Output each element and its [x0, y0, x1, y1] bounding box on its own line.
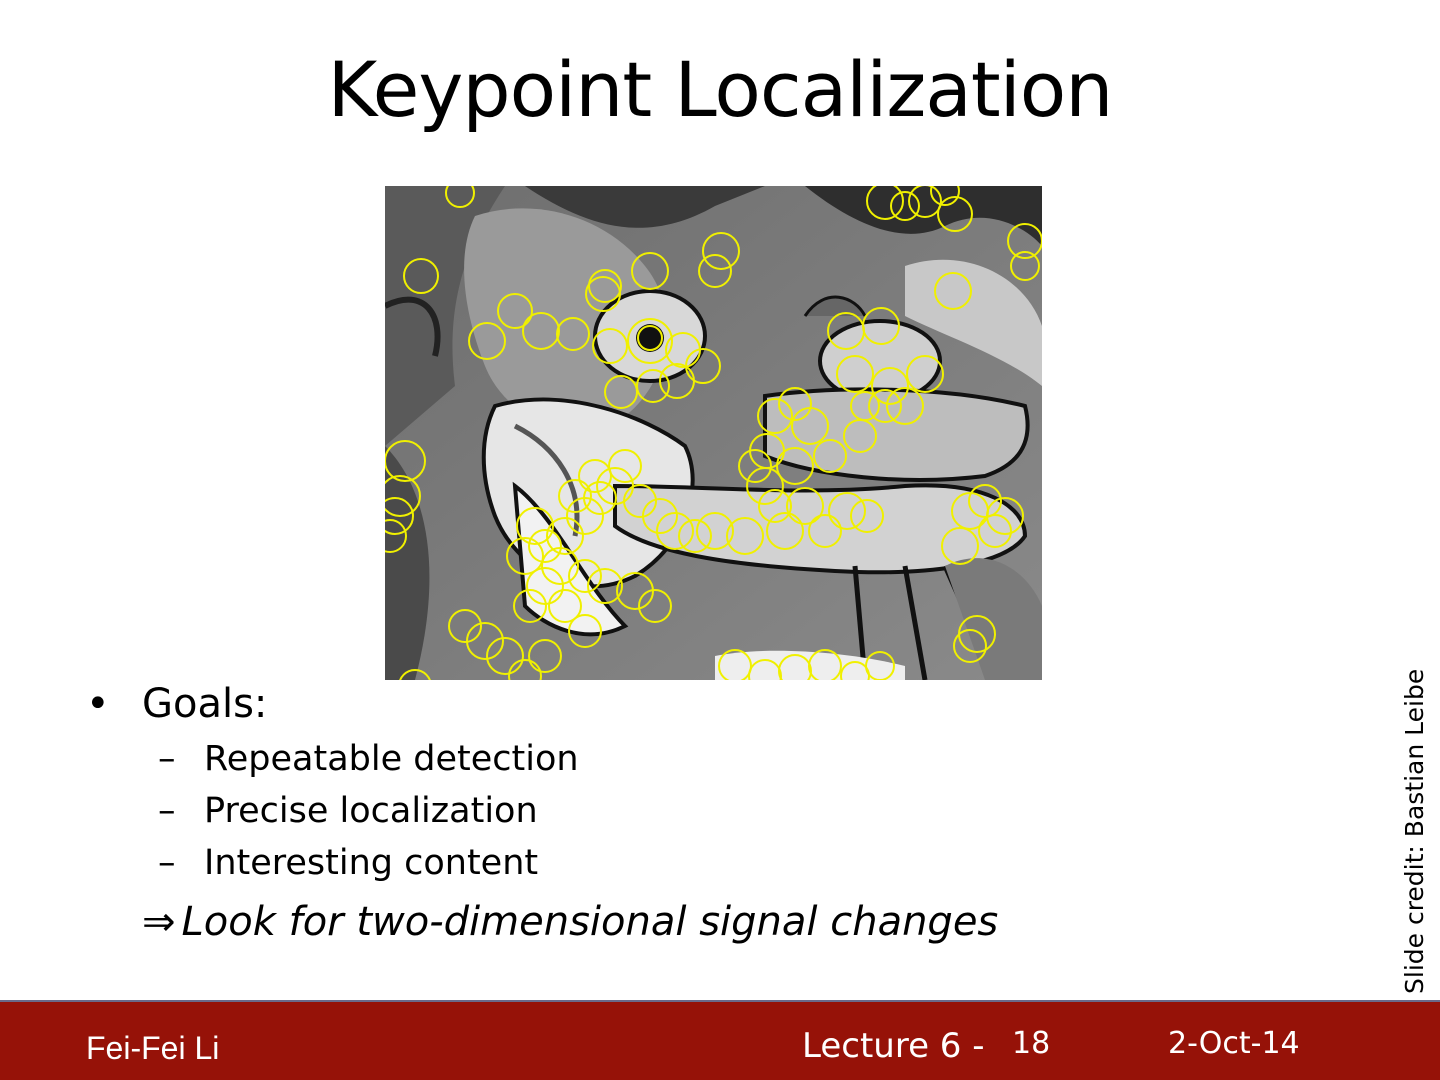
goals-heading: Goals:	[142, 681, 268, 727]
dash-symbol: –	[158, 791, 176, 831]
slide-credit: Slide credit: Bastian Leibe	[1400, 668, 1429, 994]
footer-author: Fei-Fei Li	[86, 1030, 220, 1066]
implies-arrow-icon: ⇒	[142, 899, 176, 945]
conclusion-line	[142, 898, 998, 946]
graffiti-keypoint-image	[385, 186, 1042, 680]
footer-lecture: Lecture 6 -	[802, 1026, 985, 1066]
goal-item	[158, 790, 538, 832]
goal-item	[158, 842, 538, 884]
dash-symbol: –	[158, 843, 176, 883]
goal-item-text: Interesting content	[204, 843, 539, 883]
goal-item-text: Precise localization	[204, 791, 538, 831]
dash-symbol: –	[158, 739, 176, 779]
goal-item	[158, 738, 579, 780]
goal-item-text: Repeatable detection	[204, 739, 579, 779]
slide-title: Keypoint Localization	[327, 45, 1113, 134]
keypoint-overlay-figure	[385, 186, 1042, 680]
conclusion-text: Look for two-dimensional signal changes	[181, 899, 999, 945]
footer-date: 2-Oct-14	[1168, 1026, 1300, 1061]
footer-bar	[0, 1000, 1440, 1080]
bullet-symbol: •	[86, 681, 110, 727]
page-number: 18	[1012, 1026, 1051, 1061]
